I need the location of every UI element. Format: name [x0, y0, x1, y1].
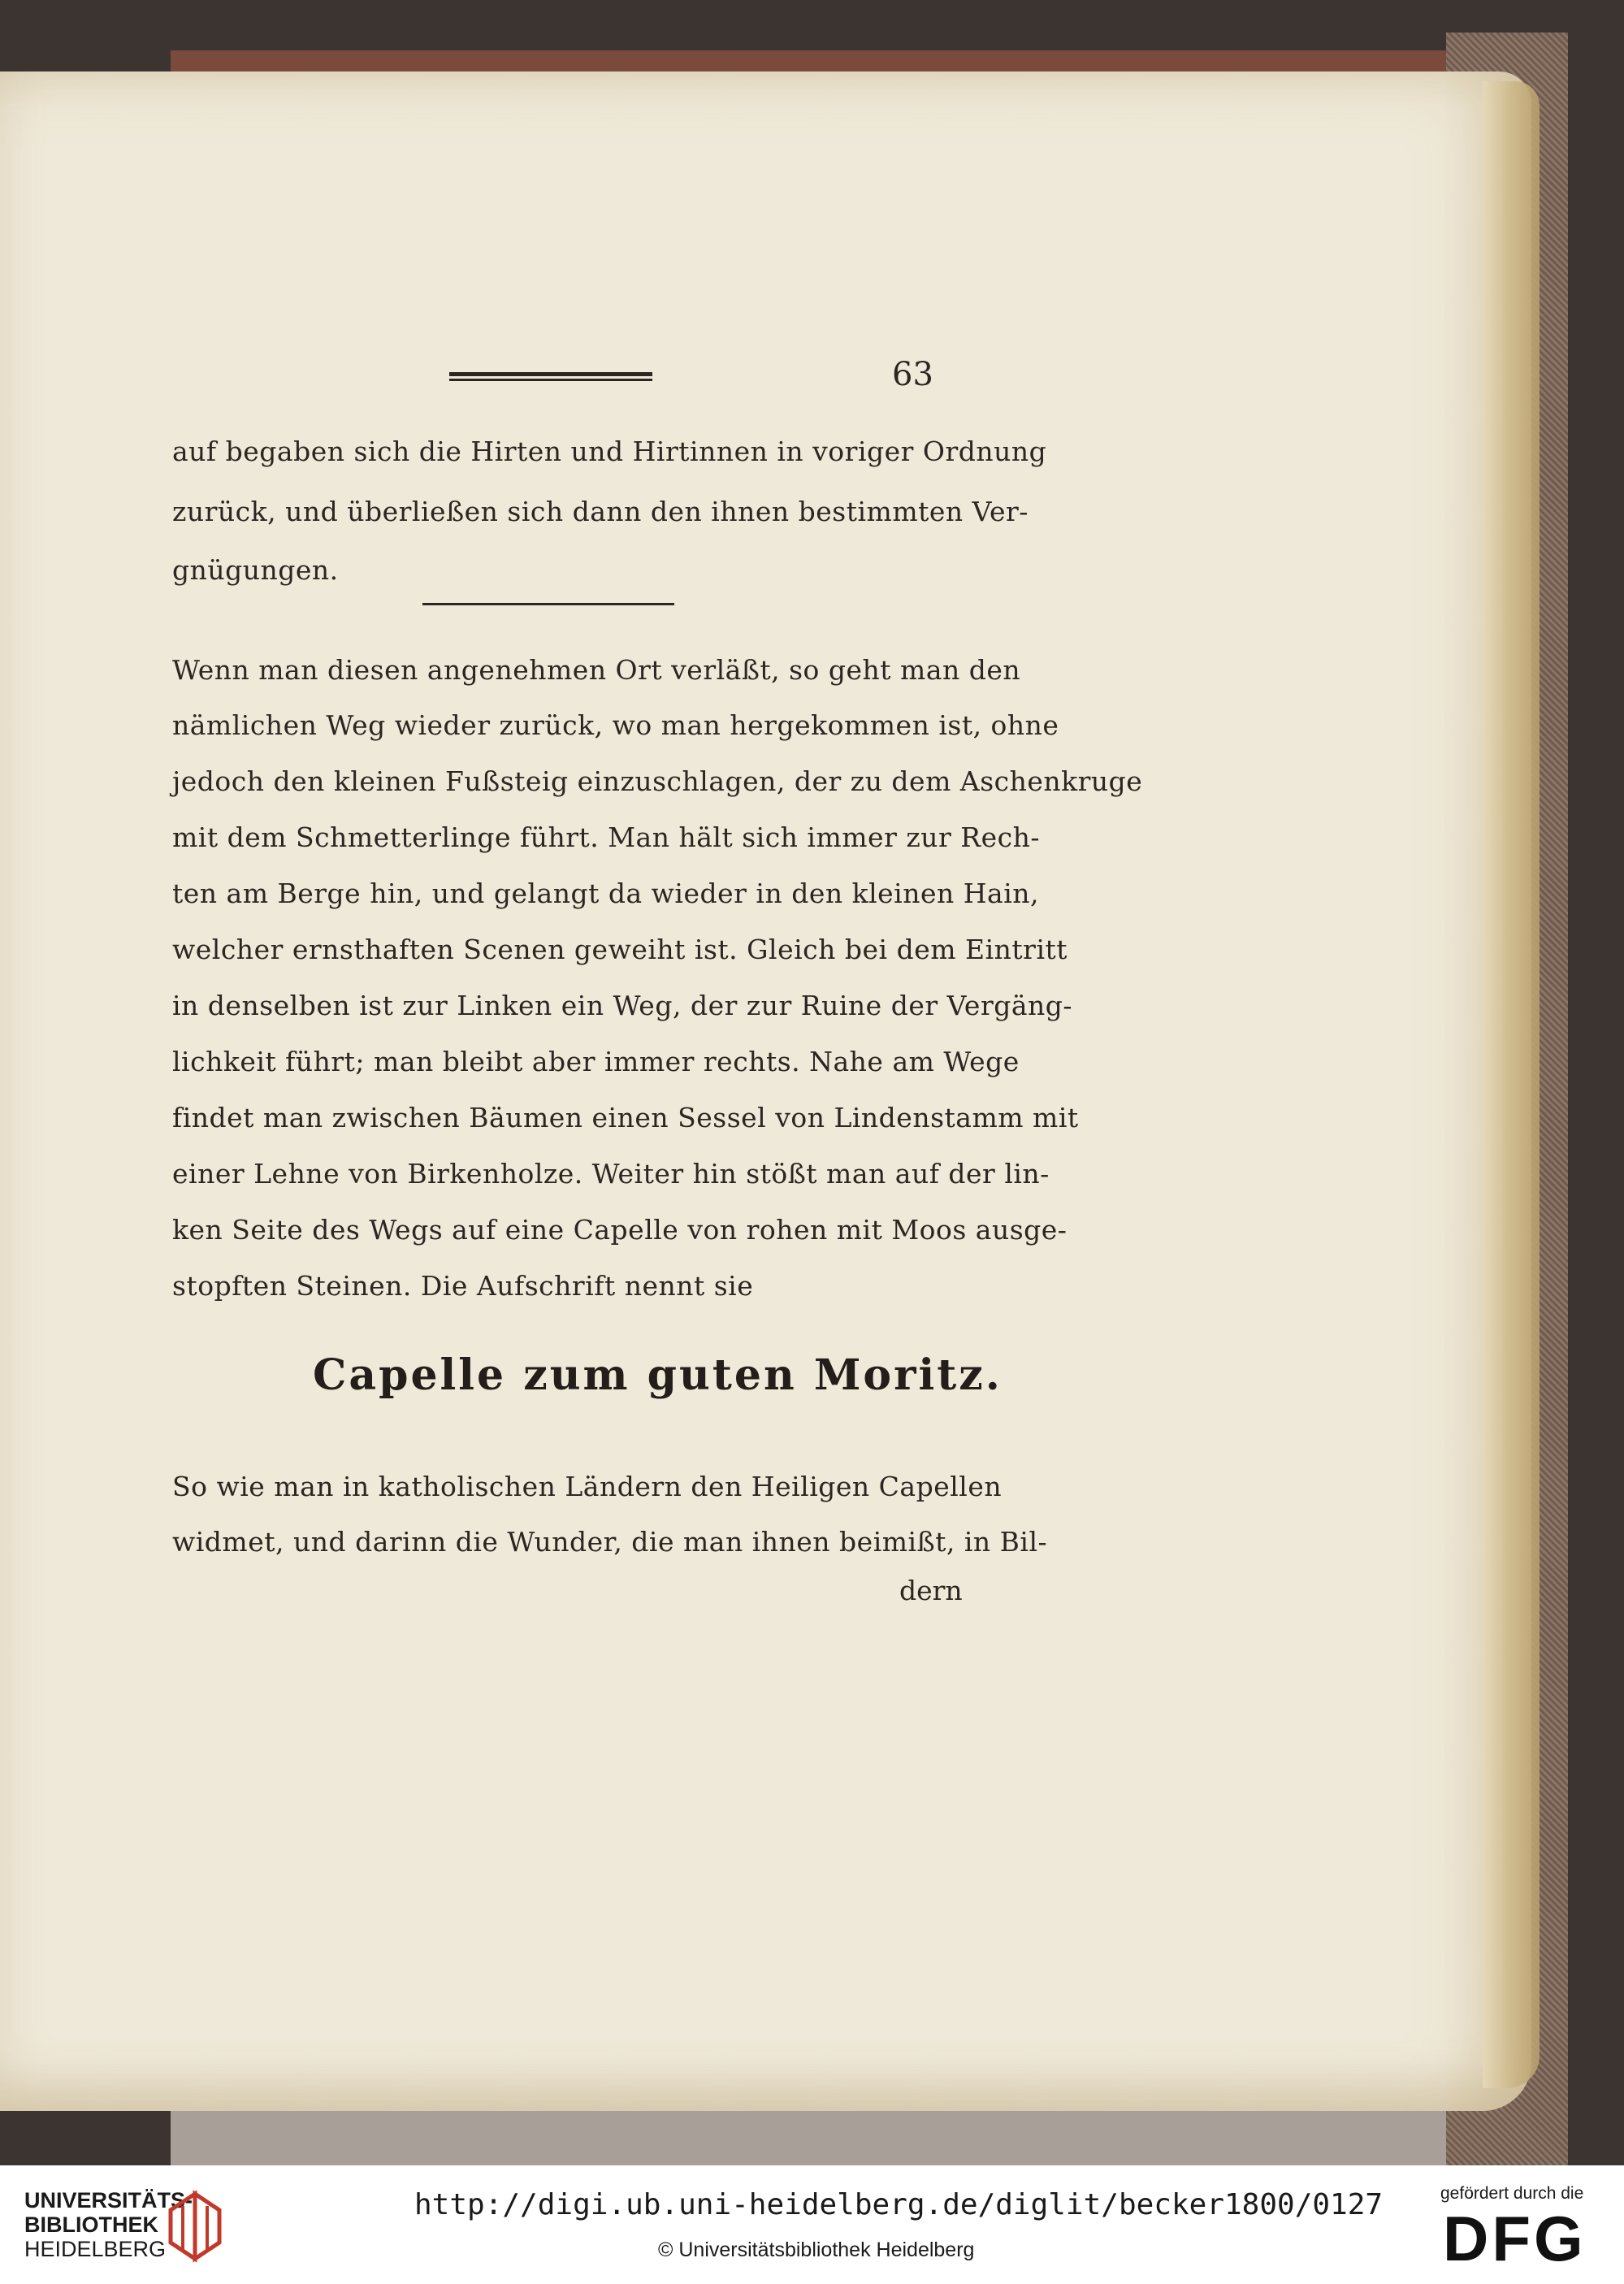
- dfg-logo: DFG: [1443, 2203, 1587, 2274]
- text-line: nämlichen Weg wieder zurück, wo man hergekommen ist, ohne: [172, 709, 1059, 741]
- text-line: ten am Berge hin, und gelangt da wieder in den kleinen Hain,: [172, 878, 1040, 909]
- text-line: widmet, und darinn die Wunder, die man ihnen beimißt, in Bil-: [172, 1526, 1048, 1558]
- text-line: welcher ernsthaften Scenen geweiht ist. Gleich bei dem Eintritt: [172, 934, 1068, 965]
- library-logo-icon: [162, 2186, 227, 2267]
- header-rule: [449, 372, 652, 384]
- catchword: dern: [899, 1575, 963, 1606]
- copyright-notice: © Universitätsbibliothek Heidelberg: [658, 2238, 975, 2261]
- text-line: gnügungen.: [172, 554, 339, 586]
- page-number: 63: [892, 356, 933, 393]
- text-line: Wenn man diesen angenehmen Ort verläßt, so geht man den: [172, 654, 1021, 686]
- page-edges: [1483, 81, 1540, 2088]
- text-line: mit dem Schmetterlinge führt. Man hält sich immer zur Rech-: [172, 821, 1041, 853]
- text-line: So wie man in katholischen Ländern den Heiligen Capellen: [172, 1471, 1003, 1502]
- text-line: zurück, und überließen sich dann den ihnen bestimmten Ver-: [172, 496, 1029, 527]
- funded-by-label: gefördert durch die: [1440, 2184, 1584, 2203]
- book-page: [0, 72, 1531, 2111]
- text-line: jedoch den kleinen Fußsteig einzuschlagen, der zu dem Aschenkruge: [172, 765, 1143, 797]
- text-line: einer Lehne von Birkenholze. Weiter hin stößt man auf der lin-: [172, 1158, 1050, 1190]
- text-line: findet man zwischen Bäumen einen Sessel von Lindenstamm mit: [172, 1102, 1079, 1133]
- section-heading: Capelle zum guten Moritz.: [313, 1350, 1003, 1400]
- permalink-url[interactable]: http://digi.ub.uni-heidelberg.de/diglit/becker1800/0127: [414, 2188, 1384, 2221]
- text-line: lichkeit führt; man bleibt aber immer rechts. Nahe am Wege: [172, 1046, 1020, 1077]
- text-line: in denselben ist zur Linken ein Weg, der zur Ruine der Vergäng-: [172, 990, 1073, 1021]
- footer-bar: [0, 2165, 1624, 2284]
- text-line: ken Seite des Wegs auf eine Capelle von rohen mit Moos ausge-: [172, 1214, 1068, 1246]
- library-name-line2: BIBLIOTHEK: [24, 2212, 158, 2237]
- library-name-line3: HEIDELBERG: [24, 2237, 167, 2261]
- text-line: stopften Steinen. Die Aufschrift nennt sie: [172, 1270, 754, 1302]
- library-name-line1: UNIVERSITÄTS-: [24, 2188, 193, 2212]
- text-line: auf begaben sich die Hirten und Hirtinnen in voriger Ordnung: [172, 436, 1047, 467]
- section-separator: [422, 603, 674, 605]
